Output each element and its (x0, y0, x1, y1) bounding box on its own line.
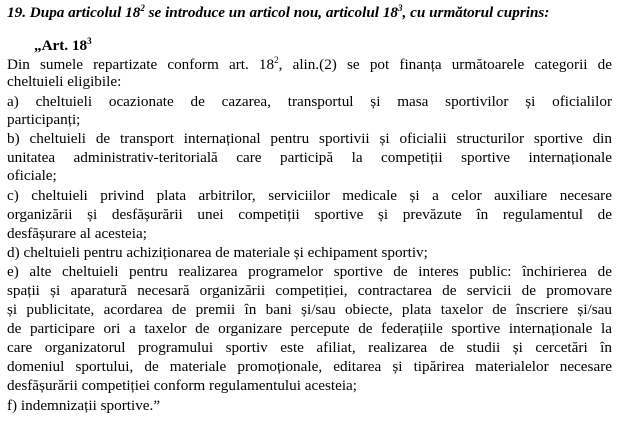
amendment-heading-text: Dupa articolul $18^2$ se introduce un articol nou, articolul $18^3$, cu următorul cuprins: (29, 3, 550, 21)
item-d-line-1: d) cheltuieli pentru achiziționarea de materiale și echipament sportiv; (7, 244, 428, 261)
amendment-number: 19. (7, 4, 26, 21)
item-e-line-2: spații și aparatură necesară organizării competiției, contractarea de servicii de promovare (7, 282, 612, 299)
item-c-line-3: desfășurare al acesteia; (7, 225, 147, 242)
item-f-line-1: f) indemnizații sportive.” (7, 397, 161, 414)
item-e-line-5: care organizatorul programului sportiv este afiliat, realizarea de studii și cercetări în (7, 339, 612, 356)
item-a-line-1: a) cheltuieli ocazionate de cazarea, transportul și masa sportivilor și oficialilor (7, 93, 612, 110)
intro-line-2: cheltuieli eligibile: (7, 73, 122, 90)
item-e-line-7: desfășurării competiției conform regulamentului acesteia; (7, 377, 358, 394)
amendment-heading (7, 4, 612, 21)
item-e-line-4: de participare ori a taxelor de organizare percepute de federațiile sportive internaționale la (7, 320, 612, 337)
item-a-line-2: participanți; (7, 111, 81, 128)
item-b-line-2: unitatea administrativ-teritorială care participă la competiții sportive internaționale (7, 149, 612, 166)
item-c-line-1: c) cheltuieli privind plata arbitrilor, serviciilor medicale și a celor auxiliare necesare (7, 187, 612, 204)
item-e-line-1: e) alte cheltuieli pentru realizarea programelor sportive de interes public: închirierea de (7, 263, 612, 280)
article-title: „Art. $18^3$ (34, 36, 92, 54)
item-e-line-6: domeniul sportului, de materiale promoționale, editarea și tipărirea materialelor necesare (7, 358, 612, 375)
item-c-line-2: organizării și desfășurării unei competiții sportive și prevăzute în regulamentul de (7, 206, 612, 223)
item-e-line-3: și publicitate, acordarea de premii în bani și/sau obiecte, plata taxelor de înscriere și/sau (7, 301, 612, 318)
item-b-line-1: b) cheltuieli de transport internațional pentru sportivii și oficialii structurilor sportive din (7, 130, 612, 147)
item-b-line-3: oficiale; (7, 167, 57, 184)
intro-line-1: Din sumele repartizate conform art. $18^2$, alin.(2) se pot finanța următoarele categorii de (7, 55, 613, 73)
